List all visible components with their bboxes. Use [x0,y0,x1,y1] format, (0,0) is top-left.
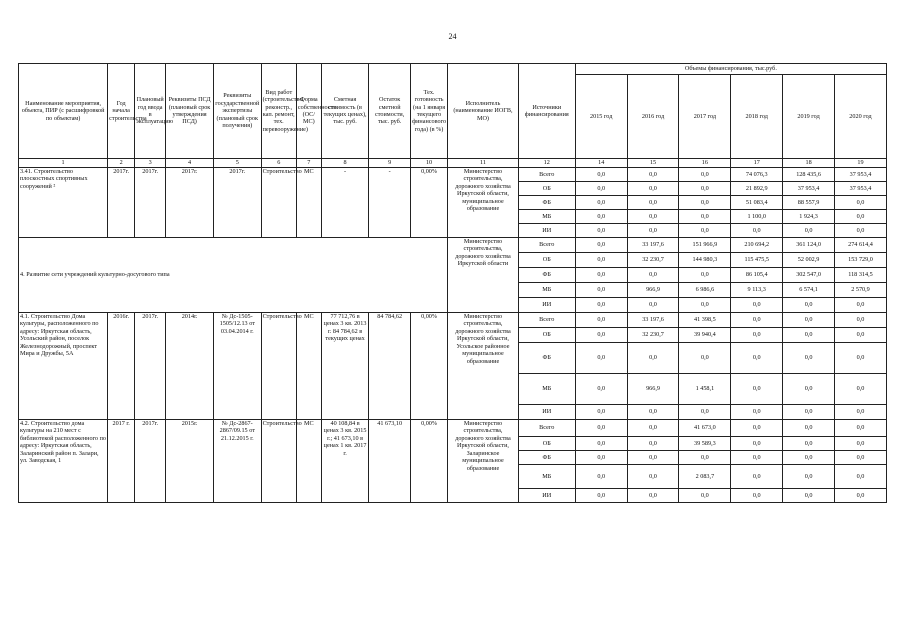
funding-value: 0,0 [679,196,731,210]
funding-value: 0,0 [731,298,783,313]
funding-source: ИИ [518,489,575,503]
funding-value: 0,0 [834,374,886,405]
header-ownership: Форма собственности (ОС/МС) [296,64,321,159]
funding-value: 0,0 [575,437,627,451]
funding-value: 274 614,4 [834,238,886,253]
funding-value: 0,0 [834,196,886,210]
funding-value: 0,0 [783,328,835,343]
funding-source: МБ [518,465,575,489]
funding-value: 118 314,5 [834,268,886,283]
funding-value: 39 589,3 [679,437,731,451]
funding-value: 0,0 [731,374,783,405]
funding-value: 0,0 [783,298,835,313]
funding-value: 74 076,3 [731,168,783,182]
funding-value: 0,0 [627,168,679,182]
funding-value: 0,0 [783,343,835,374]
funding-value: 0,0 [783,374,835,405]
ownership: МС [296,420,321,503]
funding-value: 32 230,7 [627,328,679,343]
remaining-cost: - [369,168,410,238]
funding-value: 1 458,1 [679,374,731,405]
planned-year: 2017г. [135,313,166,420]
funding-value: 0,0 [731,451,783,465]
funding-value: 88 557,9 [783,196,835,210]
funding-value: 0,0 [679,224,731,238]
funding-value: 0,0 [627,405,679,420]
readiness: 0,00% [410,168,447,238]
funding-value: 86 105,4 [731,268,783,283]
funding-value: 0,0 [834,489,886,503]
funding-value: 32 230,7 [627,253,679,268]
funding-value: 0,0 [679,343,731,374]
column-number: 10 [410,159,447,168]
funding-value: 0,0 [731,489,783,503]
funding-source: Всего [518,168,575,182]
page-number: 24 [448,32,457,41]
funding-source: ФБ [518,451,575,465]
column-number: 18 [783,159,835,168]
funding-value: 0,0 [575,489,627,503]
column-number: 17 [731,159,783,168]
funding-source: ОБ [518,437,575,451]
funding-value: 0,0 [731,328,783,343]
funding-source: ФБ [518,343,575,374]
expertise-details: № Дс-2867-2867/09.15 от 21.12.2015 г. [213,420,261,503]
planned-year: 2017г. [135,168,166,238]
header-name: Наименование мероприятия, объекта, ПИР (с расшифровкой по объектам) [19,64,108,159]
column-number: 7 [296,159,321,168]
funding-value: 0,0 [731,343,783,374]
header-volumes: Объемы финансирования, тыс.руб. [575,64,886,75]
funding-value: 0,0 [834,343,886,374]
funding-value: 0,0 [575,343,627,374]
readiness: 0,00% [410,313,447,420]
header-year: 2017 год [679,75,731,159]
funding-value: 2 083,7 [679,465,731,489]
funding-source: Всего [518,420,575,437]
column-number: 16 [679,159,731,168]
funding-value: 0,0 [575,268,627,283]
executor: Министерство строительства, дорожного хозяйства Иркутской области, муниципальное образование [448,168,519,238]
funding-value: 0,0 [783,224,835,238]
estimated-cost: 77 712,76 в ценах 3 кв. 2013 г. 84 784,62 в текущих ценах [321,313,369,420]
funding-source: МБ [518,210,575,224]
funding-value: 0,0 [627,268,679,283]
header-executor: Исполнитель (наименование ИОГВ, МО) [448,64,519,159]
funding-value: 0,0 [834,298,886,313]
psd-details: 2015г. [166,420,214,503]
funding-source: ФБ [518,196,575,210]
funding-value: 37 953,4 [834,182,886,196]
funding-value: 37 953,4 [783,182,835,196]
year-start: 2016г. [108,313,135,420]
year-start: 2017г. [108,168,135,238]
funding-source: ОБ [518,182,575,196]
funding-value: 0,0 [679,405,731,420]
executor: Министерство строительства, дорожного хозяйства Иркутской области, Усольское районное муниципальное образование [448,313,519,420]
funding-value: 0,0 [783,451,835,465]
funding-value: 0,0 [575,182,627,196]
funding-value: 0,0 [834,210,886,224]
funding-value: 0,0 [575,451,627,465]
funding-value: 0,0 [731,420,783,437]
funding-value: 0,0 [575,374,627,405]
header-expertise: Реквизиты государственной экспертизы (плановый срок получения) [213,64,261,159]
funding-value: 0,0 [834,420,886,437]
funding-value: 128 435,6 [783,168,835,182]
header-year: 2015 год [575,75,627,159]
funding-value: 0,0 [679,268,731,283]
column-number: 5 [213,159,261,168]
funding-value: 0,0 [679,168,731,182]
funding-value: 0,0 [627,437,679,451]
object-name: 4.2. Строительство дома культуры на 210 мест с библиотекой расположенного по адресу: Иркутская область, Заларинский район п. Залари, ул. Заводская, 1 [19,420,108,503]
funding-value: 0,0 [575,253,627,268]
funding-value: 0,0 [575,405,627,420]
funding-value: 39 940,4 [679,328,731,343]
funding-value: 0,0 [627,420,679,437]
funding-value: 0,0 [575,283,627,298]
column-number: 4 [166,159,214,168]
column-number: 14 [575,159,627,168]
ownership: МС [296,313,321,420]
object-name: 4.1. Строительство Дома культуры, расположенного по адресу: Иркутская область, Усольский район, поселок Железнодорожный, проспект Мира и Дружбы, 5А [19,313,108,420]
funding-value: 0,0 [679,298,731,313]
funding-value: 966,9 [627,374,679,405]
funding-value: 0,0 [834,224,886,238]
funding-value: 0,0 [575,224,627,238]
header-estimated-cost: Сметная стоимость (в текущих ценах), тыс. руб. [321,64,369,159]
funding-value: 0,0 [834,328,886,343]
funding-value: 0,0 [575,210,627,224]
funding-value: 0,0 [627,343,679,374]
funding-value: 0,0 [627,489,679,503]
header-planned-year: Плановый год ввода в эксплуатацию [135,64,166,159]
funding-value: 0,0 [679,451,731,465]
funding-value: 0,0 [575,298,627,313]
estimated-cost: - [321,168,369,238]
funding-value: 37 953,4 [834,168,886,182]
funding-value: 52 002,9 [783,253,835,268]
remaining-cost: 84 784,62 [369,313,410,420]
funding-value: 0,0 [834,451,886,465]
funding-value: 144 980,3 [679,253,731,268]
funding-value: 0,0 [731,224,783,238]
funding-value: 0,0 [679,489,731,503]
header-year: 2018 год [731,75,783,159]
header-year: 2016 год [627,75,679,159]
funding-source: МБ [518,374,575,405]
funding-value: 0,0 [783,405,835,420]
table-row [19,238,887,253]
header-year: 2019 год [783,75,835,159]
section-title: 4. Развитие сети учреждений культурно-досугового типа [19,238,448,313]
work-type: Строительство [261,313,296,420]
funding-value: 33 197,6 [627,238,679,253]
planned-year: 2017г. [135,420,166,503]
table-row [19,168,887,182]
funding-value: 0,0 [783,437,835,451]
funding-value: 21 892,9 [731,182,783,196]
expertise-details: 2017г. [213,168,261,238]
funding-value: 0,0 [783,313,835,328]
funding-source: ИИ [518,405,575,420]
funding-value: 0,0 [575,196,627,210]
ownership: МС [296,168,321,238]
funding-source: МБ [518,283,575,298]
table-body [19,168,887,503]
table-header [19,64,887,168]
funding-value: 0,0 [575,313,627,328]
funding-value: 0,0 [679,210,731,224]
funding-value: 966,9 [627,283,679,298]
executor: Министерство строительства, дорожного хозяйства Иркутской области, Заларинское муниципальное образование [448,420,519,503]
funding-value: 0,0 [731,313,783,328]
psd-details: 2014г. [166,313,214,420]
funding-source: Всего [518,238,575,253]
funding-value: 210 694,2 [731,238,783,253]
header-readiness: Тех. готовность (на 1 января текущего финансового года) (в %) [410,64,447,159]
header-sources: Источники финансирования [518,64,575,159]
funding-value: 6 986,6 [679,283,731,298]
column-number: 8 [321,159,369,168]
funding-value: 0,0 [575,465,627,489]
funding-value: 0,0 [575,420,627,437]
funding-source: ИИ [518,298,575,313]
funding-value: 0,0 [627,182,679,196]
psd-details: 2017г. [166,168,214,238]
header-year-start: Год начала строительства [108,64,135,159]
column-numbers-row [19,159,887,168]
funding-value: 0,0 [627,465,679,489]
funding-source: ИИ [518,224,575,238]
table-row [19,313,887,328]
funding-value: 0,0 [627,451,679,465]
funding-value: 6 574,1 [783,283,835,298]
financing-table-container [18,63,887,503]
funding-value: 0,0 [834,405,886,420]
funding-value: 0,0 [783,465,835,489]
funding-value: 361 124,0 [783,238,835,253]
funding-value: 9 113,3 [731,283,783,298]
funding-value: 1 100,0 [731,210,783,224]
funding-value: 0,0 [627,196,679,210]
funding-value: 0,0 [834,313,886,328]
object-name: 3.41. Строительство плоскостных спортивных сооружений ² [19,168,108,238]
funding-source: ОБ [518,253,575,268]
funding-source: ОБ [518,328,575,343]
column-number: 6 [261,159,296,168]
funding-value: 0,0 [627,210,679,224]
column-number: 9 [369,159,410,168]
funding-value: 41 398,5 [679,313,731,328]
funding-value: 0,0 [731,437,783,451]
column-number: 19 [834,159,886,168]
funding-value: 151 966,9 [679,238,731,253]
funding-value: 33 197,6 [627,313,679,328]
executor: Министерство строительства, дорожного хозяйства Иркутской области [448,238,519,313]
funding-value: 0,0 [731,465,783,489]
header-remaining-cost: Остаток сметной стоимости, тыс. руб. [369,64,410,159]
financing-table [18,63,887,503]
funding-value: 2 570,9 [834,283,886,298]
funding-source: ФБ [518,268,575,283]
column-number: 3 [135,159,166,168]
funding-value: 0,0 [731,405,783,420]
funding-source: Всего [518,313,575,328]
table-row [19,420,887,437]
funding-value: 0,0 [834,465,886,489]
funding-value: 115 475,5 [731,253,783,268]
column-number: 12 [518,159,575,168]
column-number: 11 [448,159,519,168]
funding-value: 0,0 [575,238,627,253]
expertise-details: № Дс-1505-1505/12.13 от 03.04.2014 г. [213,313,261,420]
funding-value: 0,0 [627,298,679,313]
funding-value: 153 729,0 [834,253,886,268]
header-psd: Реквизиты ПСД (плановый срок утверждения ПСД) [166,64,214,159]
funding-value: 0,0 [575,328,627,343]
header-work-type: Вид работ (строительство, реконстр., кап. ремонт, тех. перевооружение) [261,64,296,159]
funding-value: 0,0 [834,437,886,451]
remaining-cost: 41 673,10 [369,420,410,503]
year-start: 2017 г. [108,420,135,503]
header-year: 2020 год [834,75,886,159]
work-type: Строительство [261,420,296,503]
funding-value: 1 924,3 [783,210,835,224]
column-number: 15 [627,159,679,168]
estimated-cost: 40 108,84 в ценах 3 кв. 2015 г.; 41 673,10 в ценах 1 кв. 2017 г. [321,420,369,503]
readiness: 0,00% [410,420,447,503]
funding-value: 51 083,4 [731,196,783,210]
column-number: 1 [19,159,108,168]
funding-value: 0,0 [679,182,731,196]
funding-value: 302 547,0 [783,268,835,283]
funding-value: 0,0 [575,168,627,182]
work-type: Строительство [261,168,296,238]
column-number: 2 [108,159,135,168]
funding-value: 0,0 [783,420,835,437]
funding-value: 41 673,0 [679,420,731,437]
funding-value: 0,0 [783,489,835,503]
funding-value: 0,0 [627,224,679,238]
